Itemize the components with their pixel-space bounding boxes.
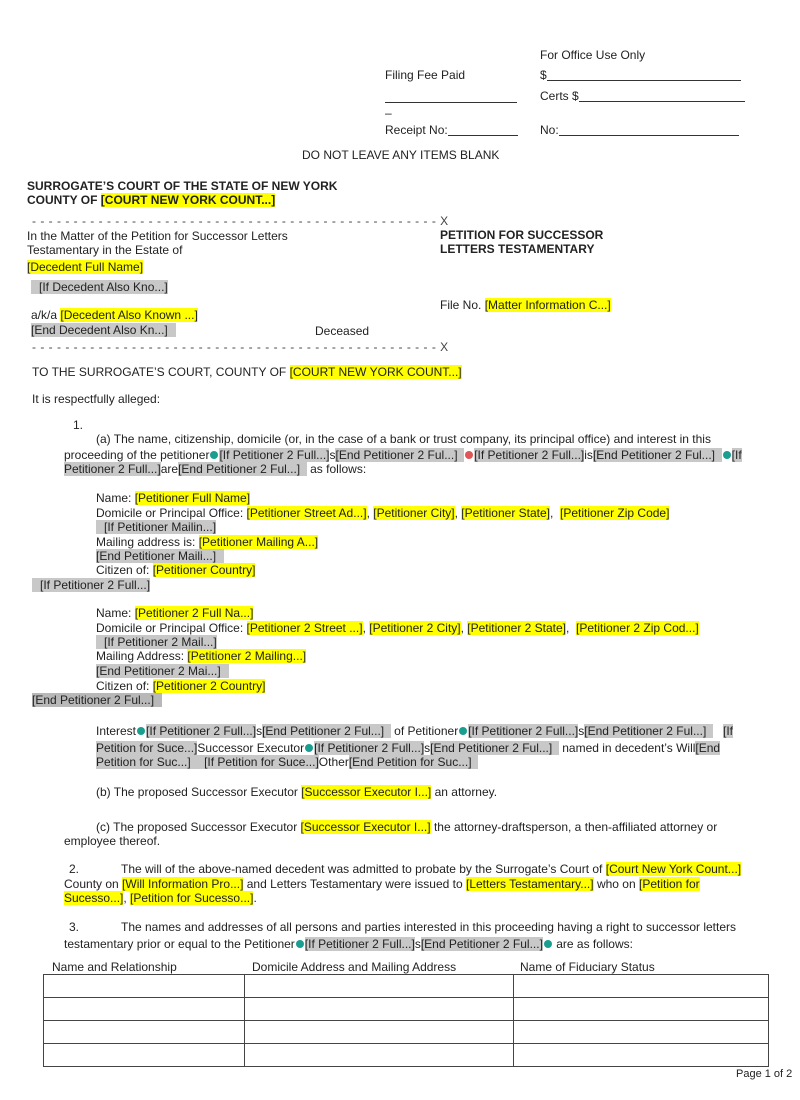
table-header-fiduciary: Name of Fiduciary Status bbox=[520, 960, 655, 974]
successor-executor-field[interactable]: [Successor Executor I...] bbox=[300, 820, 431, 834]
para1-number: 1. bbox=[73, 418, 84, 432]
para2-line2: County on [Will Information Pro...] and Letters Testamentary were issued to [Letters Testamentary...] who on [Petition for bbox=[64, 877, 700, 891]
fee-amount-field[interactable]: $ bbox=[540, 68, 741, 82]
pet2-name-line: Name: [Petitioner 2 Full Na...] bbox=[96, 606, 254, 620]
file-no: File No. [Matter Information C...] bbox=[440, 298, 611, 312]
caption-line2: Testamentary in the Estate of bbox=[27, 243, 183, 257]
no-field[interactable]: No: bbox=[540, 123, 739, 137]
court-county-field[interactable]: [COURT NEW YORK COUNT...] bbox=[100, 193, 276, 207]
para1-line2: proceeding of the petitioner [If Petitioner 2 Full...]s[End Petitioner 2 Ful...] [If Petitioner 2 Full...]is[End Petitioner 2 Ful...] [If bbox=[64, 448, 742, 462]
para1-line3: Petitioner 2 Full...]are[End Petitioner 2 Ful...] as follows: bbox=[64, 462, 367, 476]
pet2-name-field[interactable]: [Petitioner 2 Full Na...] bbox=[134, 606, 254, 620]
end-pet2-field[interactable]: [End Petitioner 2 Ful...] bbox=[178, 462, 301, 476]
pet1-street-field[interactable]: [Petitioner Street Ad...] bbox=[246, 506, 367, 520]
notice-text: DO NOT LEAVE ANY ITEMS BLANK bbox=[302, 148, 500, 162]
table-cell[interactable] bbox=[44, 1021, 245, 1044]
petition-successor-field[interactable]: [Petition for bbox=[638, 877, 700, 891]
office-use-label: For Office Use Only bbox=[540, 48, 646, 62]
pet1-name-line: Name: [Petitioner Full Name] bbox=[96, 491, 251, 505]
pet1-end-mailing-field[interactable]: [End Petitioner Maili...] bbox=[96, 549, 224, 563]
table-row bbox=[44, 975, 769, 998]
interest-line3: Petition for Suc...] [If Petition for Suce...]Other[End Petition for Suc...] bbox=[96, 755, 478, 769]
marker-dot-icon bbox=[296, 940, 304, 948]
pet1-citizen-line: Citizen of: [Petitioner Country] bbox=[96, 563, 256, 577]
pet1-if-pet2-field[interactable]: [If Petitioner 2 Full...] bbox=[32, 578, 150, 592]
pet2-end-field[interactable]: [End Petitioner 2 Ful...] bbox=[32, 693, 162, 707]
pet2-state-field[interactable]: [Petitioner 2 State] bbox=[467, 621, 567, 635]
if-pet2-field[interactable]: [If Petitioner 2 Full...] bbox=[468, 724, 579, 738]
marker-dot-icon bbox=[723, 451, 731, 459]
para1b: (b) The proposed Successor Executor [Successor Executor I...] an attorney. bbox=[96, 785, 498, 799]
petition-field[interactable]: Petition for Suc...] bbox=[96, 755, 191, 769]
table-cell[interactable] bbox=[514, 1021, 769, 1044]
page-footer: Page 1 of 2 bbox=[736, 1068, 793, 1080]
petition-field[interactable]: Petition for Suce...] bbox=[96, 741, 198, 755]
end-pet2-field[interactable]: [End Petitioner 2 Ful...] bbox=[584, 724, 707, 738]
table-cell[interactable] bbox=[44, 998, 245, 1021]
if-field[interactable]: [If bbox=[722, 724, 733, 738]
marker-dot-icon bbox=[459, 727, 467, 735]
end-pet2-field[interactable]: [End Petitioner 2 Ful...] bbox=[420, 937, 543, 951]
will-info-field[interactable]: [Will Information Pro...] bbox=[122, 877, 244, 891]
end-pet2-field[interactable]: [End Petitioner 2 Ful...] bbox=[430, 741, 553, 755]
aka-line: a/k/a [Decedent Also Known ...] bbox=[31, 308, 198, 322]
table-cell[interactable] bbox=[245, 1044, 514, 1067]
petition-successor-field[interactable]: Sucesso...] bbox=[64, 891, 124, 905]
pet2-country-field[interactable]: [Petitioner 2 Country] bbox=[152, 679, 266, 693]
table-cell[interactable] bbox=[245, 1021, 514, 1044]
table-row bbox=[44, 1021, 769, 1044]
para2-number: 2. bbox=[69, 862, 80, 876]
fee-paid-line[interactable] bbox=[385, 90, 517, 104]
end-pet2-field[interactable]: [End Petitioner 2 Ful...] bbox=[335, 448, 458, 462]
table-cell[interactable] bbox=[44, 975, 245, 998]
if-petition-field[interactable]: [If Petition for Suce...] bbox=[204, 755, 319, 769]
marker-dot-icon bbox=[465, 451, 473, 459]
pet1-city-field[interactable]: [Petitioner City] bbox=[373, 506, 455, 520]
court-county-field[interactable]: [Court New York Count...] bbox=[605, 862, 742, 876]
petition-successor-field[interactable]: [Petition for Sucesso...] bbox=[130, 891, 254, 905]
pet1-if-mailing-field[interactable]: [If Petitioner Mailin...] bbox=[96, 520, 216, 534]
interest-line2: Petition for Suce...]Successor Executor [If Petitioner 2 Full...]s[End Petitioner 2 Ful...] named in decedent’s Will[End bbox=[96, 741, 721, 755]
table-cell[interactable] bbox=[514, 975, 769, 998]
end-pet2-field[interactable]: [End Petitioner 2 Ful...] bbox=[592, 448, 715, 462]
table-cell[interactable] bbox=[44, 1044, 245, 1067]
pet2-city-field[interactable]: [Petitioner 2 City] bbox=[369, 621, 461, 635]
if-decedent-aka-field[interactable]: [If Decedent Also Kno...] bbox=[31, 280, 168, 294]
petition-title-line1: PETITION FOR SUCCESSOR bbox=[440, 228, 604, 242]
caption-separator-top: - - - - - - - - - - - - - - - - - - - - - - - - - - - - - - - - - - - - - - - - - - - - - - - - - X bbox=[32, 214, 449, 228]
interested-parties-table bbox=[43, 974, 769, 1067]
if-pet2-field[interactable]: [If Petitioner 2 Full...] bbox=[314, 741, 425, 755]
pet2-street-field[interactable]: [Petitioner 2 Street ...] bbox=[246, 621, 363, 635]
table-cell[interactable] bbox=[514, 1044, 769, 1067]
pet1-domicile-line: Domicile or Principal Office: [Petitioner Street Ad...], [Petitioner City], [Petitioner State], [Petitioner Zip Code] bbox=[96, 506, 670, 520]
decedent-aka-field[interactable]: [Decedent Also Known ...] bbox=[60, 308, 198, 322]
para2-line1: The will of the above-named decedent was admitted to probate by the Surrogate’s Court of [Court New York Count...] bbox=[121, 862, 742, 876]
marker-dot-icon bbox=[544, 940, 552, 948]
para3-number: 3. bbox=[69, 920, 80, 934]
certs-field[interactable]: Certs $ bbox=[540, 89, 745, 103]
pet1-mailing-line: Mailing address is: [Petitioner Mailing A...] bbox=[96, 535, 319, 549]
caption-separator-bottom: - - - - - - - - - - - - - - - - - - - - - - - - - - - - - - - - - - - - - - - - - - - - - - - - - X bbox=[32, 340, 449, 354]
pet2-field[interactable]: Petitioner 2 Full...] bbox=[64, 462, 161, 476]
para2-line3: Sucesso...], [Petition for Sucesso...]. bbox=[64, 891, 257, 905]
if-field[interactable]: [If bbox=[731, 448, 742, 462]
table-header-name: Name and Relationship bbox=[52, 960, 177, 974]
letters-testamentary-field[interactable]: [Letters Testamentary...] bbox=[465, 877, 594, 891]
receipt-field[interactable]: Receipt No: bbox=[385, 123, 518, 137]
caption-line1: In the Matter of the Petition for Successor Letters bbox=[27, 229, 288, 243]
marker-dot-icon bbox=[210, 451, 218, 459]
pet1-zip-field[interactable]: [Petitioner Zip Code] bbox=[560, 506, 670, 520]
pet2-mailing-line: Mailing Address: [Petitioner 2 Mailing...] bbox=[96, 649, 307, 663]
table-cell[interactable] bbox=[245, 998, 514, 1021]
table-row bbox=[44, 998, 769, 1021]
pet1-name-field[interactable]: [Petitioner Full Name] bbox=[134, 491, 251, 505]
pet2-mailing-field[interactable]: [Petitioner 2 Mailing...] bbox=[187, 649, 307, 663]
para3-line1: The names and addresses of all persons and parties interested in this proceeding having a right to successor letters bbox=[121, 920, 737, 934]
para1c: (c) The proposed Successor Executor [Successor Executor I...] the attorney-draftsperson, a then-affiliated attorney or bbox=[96, 820, 718, 834]
pet2-if-mail-field[interactable]: [If Petitioner 2 Mail...] bbox=[96, 635, 217, 649]
interest-line1: Interest [If Petitioner 2 Full...]s[End Petitioner 2 Ful...] of Petitioner [If Petitioner 2 Full...]s[End Petitioner 2 Ful...] [If bbox=[96, 724, 733, 738]
table-row bbox=[44, 1044, 769, 1067]
pet1-mailing-field[interactable]: [Petitioner Mailing A...] bbox=[198, 535, 319, 549]
dash-mark: – bbox=[385, 106, 392, 120]
deceased-label: Deceased bbox=[315, 324, 370, 338]
court-county: COUNTY OF [COURT NEW YORK COUNT...] bbox=[27, 193, 276, 207]
end-pet2-field[interactable]: [End Petitioner 2 Ful...] bbox=[262, 724, 385, 738]
para3-line2: testamentary prior or equal to the Petitioner [If Petitioner 2 Full...]s[End Petitioner 2 Ful...] are as follows: bbox=[64, 937, 633, 951]
pet2-end-mail-field[interactable]: [End Petitioner 2 Mai...] bbox=[96, 664, 229, 678]
if-pet2-field[interactable]: [If Petitioner 2 Full...] bbox=[219, 448, 330, 462]
decedent-name-field[interactable]: [Decedent Full Name] bbox=[27, 260, 144, 274]
end-field[interactable]: [End bbox=[695, 741, 721, 755]
para1c-line2: employee thereof. bbox=[64, 834, 161, 848]
to-court-line: TO THE SURROGATE’S COURT, COUNTY OF [COURT NEW YORK COUNT...] bbox=[32, 365, 462, 379]
table-cell[interactable] bbox=[245, 975, 514, 998]
alleged-text: It is respectfully alleged: bbox=[32, 392, 161, 406]
marker-dot-icon bbox=[305, 744, 313, 752]
pet2-citizen-line: Citizen of: [Petitioner 2 Country] bbox=[96, 679, 266, 693]
filing-fee-label: Filing Fee Paid bbox=[385, 68, 466, 82]
table-cell[interactable] bbox=[514, 998, 769, 1021]
table-header-address: Domicile Address and Mailing Address bbox=[252, 960, 457, 974]
end-petition-field[interactable]: [End Petition for Suc...] bbox=[348, 755, 472, 769]
file-no-field[interactable]: [Matter Information C...] bbox=[484, 298, 611, 312]
successor-executor-field[interactable]: [Successor Executor I...] bbox=[301, 785, 432, 799]
if-pet2-field[interactable]: [If Petitioner 2 Full...] bbox=[146, 724, 257, 738]
marker-dot-icon bbox=[137, 727, 145, 735]
pet2-zip-field[interactable]: [Petitioner 2 Zip Cod...] bbox=[576, 621, 699, 635]
pet1-country-field[interactable]: [Petitioner Country] bbox=[152, 563, 256, 577]
pet1-state-field[interactable]: [Petitioner State] bbox=[461, 506, 551, 520]
para1a-text: (a) The name, citizenship, domicile (or, in the case of a bank or trust company, its principal office) and interest in this bbox=[96, 432, 711, 446]
if-pet2-field[interactable]: [If Petitioner 2 Full...] bbox=[304, 937, 415, 951]
to-court-county-field[interactable]: [COURT NEW YORK COUNT...] bbox=[289, 365, 462, 379]
end-decedent-aka-field[interactable]: [End Decedent Also Kn...] bbox=[31, 323, 176, 337]
court-title: SURROGATE’S COURT OF THE STATE OF NEW YORK bbox=[27, 179, 338, 193]
petition-title-line2: LETTERS TESTAMENTARY bbox=[440, 242, 595, 256]
pet2-domicile-line: Domicile or Principal Office: [Petitioner 2 Street ...], [Petitioner 2 City], [Petitioner 2 State], [Petitioner 2 Zip Cod...] bbox=[96, 621, 699, 635]
if-pet2-field[interactable]: [If Petitioner 2 Full...] bbox=[474, 448, 585, 462]
